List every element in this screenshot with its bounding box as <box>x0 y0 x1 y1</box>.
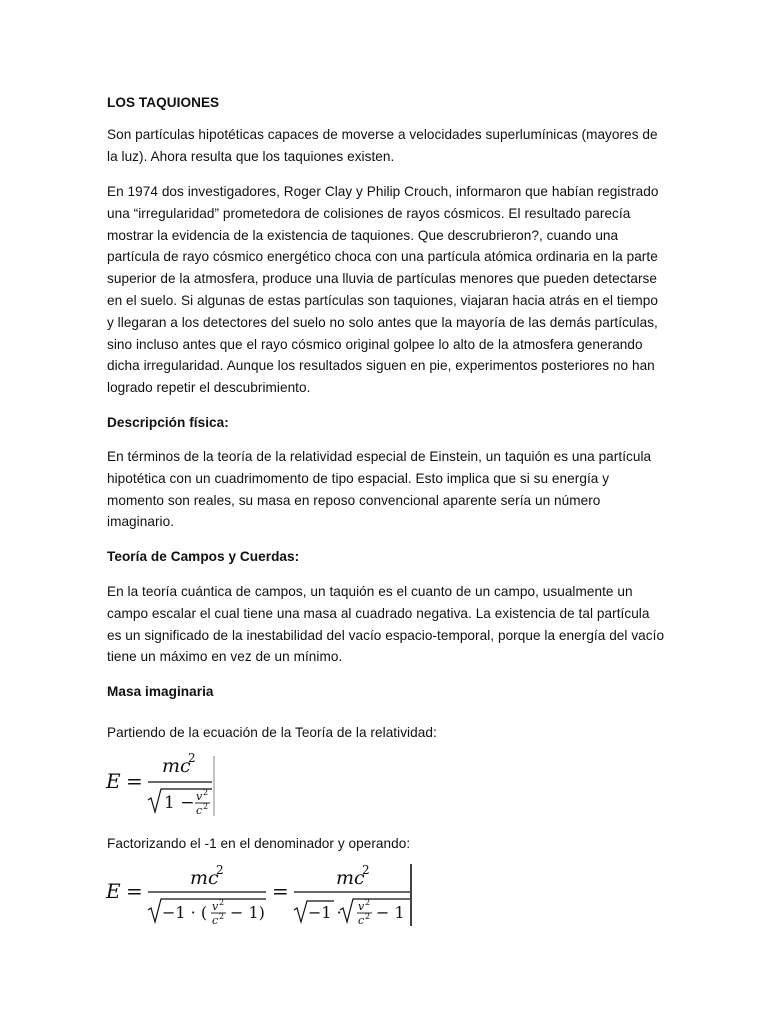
paragraph-teoria: En la teoría cuántica de campos, un taquión es el cuanto de un campo, usualmente un campo escalar el cual tiene una masa al cuadrado negativa. La existencia de tal partícula es un significado de la inestabilidad del vacío espacio-temporal, porque la energía del vacío tiene un máximo en vez de un mínimo. <box>107 584 665 665</box>
paragraph-intro: Son partículas hipotéticas capaces de moverse a velocidades superlumínicas (mayores de la luz). Ahora resulta que los taquiones existen. <box>107 127 658 164</box>
svg-text:−1 · (: −1 · ( <box>162 903 208 922</box>
svg-text:2: 2 <box>219 912 225 921</box>
svg-text:−1 ·: −1 · <box>308 903 342 922</box>
svg-text:1 −: 1 − <box>164 793 195 813</box>
svg-text:2: 2 <box>203 788 209 797</box>
equation-factorized-graphic <box>100 862 420 932</box>
equation-energy <box>100 748 230 820</box>
svg-text:mc: mc <box>190 867 219 889</box>
svg-text:mc: mc <box>336 867 365 889</box>
svg-text:2: 2 <box>365 898 371 907</box>
svg-text:v: v <box>358 900 365 913</box>
svg-text:2: 2 <box>188 751 196 765</box>
svg-text:2: 2 <box>219 898 225 907</box>
document-title: LOS TAQUIONES <box>107 95 220 110</box>
svg-text:mc: mc <box>162 755 191 777</box>
svg-text:v: v <box>212 900 219 913</box>
paragraph-ecuacion-intro: Partiendo de la ecuación de la Teoría de la relatividad: <box>107 725 437 740</box>
svg-text:− 1): − 1) <box>230 903 265 922</box>
svg-text:− 1: − 1 <box>376 903 405 922</box>
svg-text:2: 2 <box>203 802 209 811</box>
svg-text:c: c <box>358 914 365 927</box>
svg-text:=: = <box>126 879 143 903</box>
equation-factorized <box>100 862 420 932</box>
svg-text:c: c <box>212 914 219 927</box>
heading-teoria-campos: Teoría de Campos y Cuerdas: <box>107 549 300 564</box>
svg-text:2: 2 <box>362 863 370 877</box>
svg-text:2: 2 <box>216 863 224 877</box>
svg-text:E: E <box>106 879 121 903</box>
svg-text:c: c <box>196 804 203 817</box>
svg-text:E: E <box>106 769 121 793</box>
svg-text:v: v <box>196 790 203 803</box>
heading-masa-imaginaria: Masa imaginaria <box>107 684 214 699</box>
equation-energy-graphic <box>100 748 230 820</box>
paragraph-descripcion: En términos de la teoría de la relatividad especial de Einstein, un taquión es una partícula hipotética con un cuadrimomento de tipo espacial. Esto implica que si su energía y momento son reales, su masa en reposo convencional aparente sería un número imaginario. <box>107 449 652 530</box>
heading-descripcion-fisica: Descripción física: <box>107 415 229 430</box>
svg-text:=: = <box>126 769 143 793</box>
paragraph-history: En 1974 dos investigadores, Roger Clay y Philip Crouch, informaron que habían registrado una “irregularidad” prometedora de colisiones de rayos cósmicos. El resultado parecía mostrar la evidencia de la existencia de taquiones. Que descrubrieron?, cuando una partícula de rayo cósmico energético choca con una partícula atómica ordinaria en la parte superior de la atmosfera, produce una lluvia de partículas menores que pueden detectarse en el suelo. Si algunas de estas partículas son taquiones, viajaran hacia atrás en el tiempo y llegaran a los detectores del suelo no solo antes que la mayoría de las demás partículas, sino incluso antes que el rayo cósmico original golpee lo alto de la atmosfera generando dicha irregularidad. Aunque los resultados siguen en pie, experimentos posteriores no han logrado repetir el descubrimiento. <box>107 184 659 396</box>
svg-text:2: 2 <box>365 912 371 921</box>
paragraph-factorizando: Factorizando el -1 en el denominador y operando: <box>107 836 411 851</box>
svg-text:=: = <box>272 879 289 903</box>
